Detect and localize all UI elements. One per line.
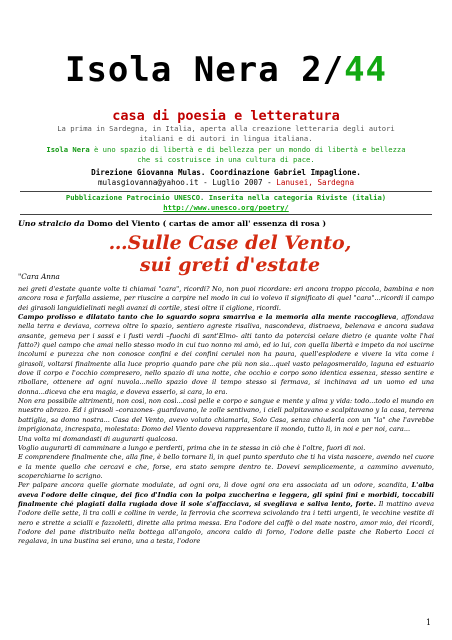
patronage-text: Pubblicazione Patrocinio UNESCO. Inserita nella categoria Riviste (italia) <box>65 193 387 202</box>
magazine-title <box>0 50 452 90</box>
paragraph-text: E comprendere finalmente che, alla fine, è bello tornare lì, in quel punto sperduto che ti ha vista nascere, avendo nel cuore e la mente quello che cercavi e che, forse, era stato sempre dentro te. Dovevi semplicemente, a cammino avvenuto, scoperchiarne lo scrigno. <box>18 453 434 480</box>
paragraph-text: Per palpare ancora quelle giornate modulate, ad ogni ora, lì dove ogni ora era associata ad un odore, scandita, <box>18 481 412 490</box>
editorial-info <box>20 168 432 188</box>
paragraph <box>18 481 434 546</box>
contact-line <box>20 178 432 188</box>
heading-line-2: sui greti d'estate <box>139 254 321 276</box>
divider-top <box>20 191 432 192</box>
excerpt-suffix: ( cartas de amor all' essenza di rosa ) <box>159 219 327 228</box>
direction-line: Direzione Giovanna Mulas. Coordinazione Gabriel Impaglione. <box>91 168 361 177</box>
article-body <box>18 285 434 547</box>
paragraph <box>18 444 434 453</box>
paragraph-text: Una volta mi domandasti di augurarti qualcosa. <box>18 434 178 443</box>
paragraph <box>18 285 434 313</box>
location: Lanusei, Sardegna <box>276 178 355 187</box>
paragraph-text: Non era possibile altrimenti, non così, non così...così pelle e corpo e sangue e mente y alma y vida: todo...todo el mundo en nuestro abrazo. Ed i girasoli –corazones- guardavano, le zolle sentivano, i cieli palpitavano e scalpitavano y la casa, terrena battiglia, sa domo nostra... Casa del Vento, avevo voluto chiamarla, Solo Casa, senza chiuderla con un "la" che l'avrebbe imprigionata, increspata, molestata: Domo del Viento doveva rappresentare il mondo, tutto lì, in noi e per noi, cara... <box>18 397 434 434</box>
paragraph <box>18 397 434 434</box>
paragraph <box>18 453 434 481</box>
excerpt-caption <box>18 219 438 229</box>
excerpt-prefix: Uno stralcio da <box>18 219 88 228</box>
paragraph-text: Voglio augurarti di camminare a lungo e perderti, prima che in te stessa in ciò che è l'oltre, fuori di noi. <box>18 443 366 452</box>
page-number: 1 <box>426 618 432 627</box>
paragraph-text: , affondava nella terra e deviava, correva oltre lo spazio, sentiero agreste risaliva, nascondeva, distraeva, belenava e ancora sudava ansante, gemeva per i sassi e i fusti verdi –fuochi di sant'Elmo- alti tanto da potercisi celare dietro (e quante volte l'hai fatto?) quel campo che amai nello stesso modo in cui tuo nonno mi amò, ed io lui, con quella libertà e impeto da noi uscirne incolumi e purezza che non conosce confini e dei confini cerulei non ha paura, quell'esplodere e vivere la vita come i girasoli, voltarsi finalmente alla luce proprio quando pare che più non sia...quel vasto pelagosmeraldo, laguna ed estuario dove il corpo e l'occhio compresero, nello spazio di una notte, che occhio e corpo sono identica essenza, stesso sentire e ribollare, ottenere ad ogni nuvola...nello spazio dove il tempo stesso si fermava, si inchinava ad un uomo ed una donna...diceva che era magia, e doveva esserlo, si cara, lo era. <box>18 313 434 396</box>
intro-mission <box>40 145 412 164</box>
heading-line-1: …Sulle Case del Vento, <box>108 232 352 254</box>
magazine-subtitle: casa di poesia e letteratura <box>112 108 340 124</box>
paragraph-bold: L'alba aveva l'odore delle cinque, dei fico d'India con la polpa zuccherina e leggera, gli spini fini e morbidi, toccabili finalmente ché plagiati dalla rugiada dove il sole s'affacciava, si svegliava e saliva lento, forte. <box>18 481 434 508</box>
date-separator: - Luglio 2007 - <box>198 178 277 187</box>
article-heading <box>80 232 380 276</box>
patronage-info <box>20 193 432 213</box>
divider-bottom <box>20 214 432 215</box>
paragraph-text: nei greti d'estate quante volte ti chiamai "cara", ricordi? No, non puoi ricordare: eri ancora troppo piccola, bambina e non ancora rosa e farfalla assieme, per riuscire a carpire nel modo in cui io volevo il significato di quel "cara"...ricordi il campo dei girasoli languidielinati negli avanzi di cortile, stesi oltre il ciglione, ricordi. <box>18 285 434 312</box>
excerpt-work: Domo del Viento <box>87 219 160 228</box>
issue-number: 44 <box>344 50 388 90</box>
brand-name: Isola Nera <box>46 145 90 154</box>
mission-text: è uno spazio di libertà e di bellezza per un mondo di libertà e bellezza che si costruisce in una cultura di pace. <box>89 145 406 164</box>
paragraph-text: Il mattino aveva l'odore delle sette, lì tra colli e colline in verde, la ferrovia che scorreva scivolando tra i tetti urgenti, le vecchine vestite di nero e strette a scialli e fazzoletti, dirette alla prima messa. Era l'odore del caffè o del mate nostro, amor mio, dei ricordi, l'odore del pane distribuito nella bottega all'angolo, ancora caldo di forno, l'odore delle paste che Roberto Locci ci regalava, in una bustina sei erano, una a testa, l'odore <box>18 499 434 546</box>
paragraph-bold: Campo prolisso e dilatato tanto che lo sguardo sopra smarriva e la memoria alla mente raccoglieva <box>18 313 397 322</box>
intro-text: La prima in Sardegna, in Italia, aperta alla creazione letteraria degli autori italiani e di autori in lingua italiana. <box>57 124 395 143</box>
unesco-link[interactable]: http://www.unesco.org/poetry/ <box>163 203 289 212</box>
contact-email[interactable]: mulasgiovanna@yahoo.it <box>97 178 199 187</box>
title-text: Isola Nera 2/ <box>64 50 345 90</box>
salutation: "Cara Anna <box>18 272 60 281</box>
paragraph <box>18 435 434 444</box>
paragraph <box>18 313 434 397</box>
